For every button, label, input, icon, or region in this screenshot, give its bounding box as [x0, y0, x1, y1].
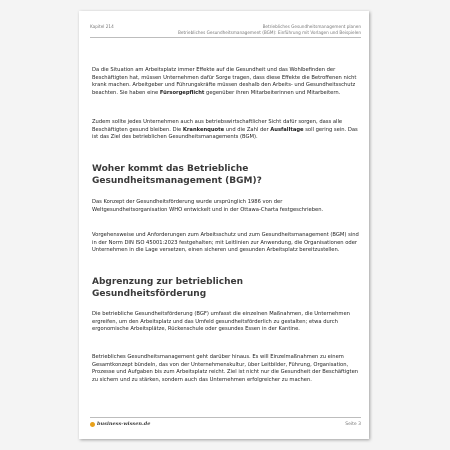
paragraph-1: Da die Situation am Arbeitsplatz immer Effekte auf die Gesundheit und das Wohlbefinden der Beschäftigten hat, müssen Unternehmen dafür Sorge tragen, dass diese Effekte die Betroffenen nicht krank machen. Arbeitgeber und Führungskräfte müssen deshalb den Arbeits- und Gesundheitsschutz beachten. Sie haben eine Fürsorgepflicht gegenüber ihren Mitarbeiterinnen und Mitarbeitern. [92, 67, 357, 96]
page-header [90, 24, 361, 46]
logo-dot-icon [90, 422, 95, 427]
paragraph-3: Das Konzept der Gesundheitsförderung wurde ursprünglich 1986 von der Weltgesundheitsorganisation WHO entwickelt und in der Ottawa-Charta festgeschrieben. [92, 199, 324, 213]
heading-distinction-bgf: Abgrenzung zur betrieblichen Gesundheitsförderung [92, 277, 243, 299]
document-page [79, 11, 369, 439]
paragraph-6: Betriebliches Gesundheitsmanagement geht darüber hinaus. Es will Einzelmaßnahmen zu einem Gesamtkonzept bündeln, das von der Unternehmenskultur, über Leitbilder, Führung, Organisation, Prozesse und Aufgaben bis zum Arbeitsplatz reicht. Ziel ist nicht nur die Gesundheit der Beschäftigten zu sichern und zu stärken, sondern auch das Unternehmen erfolgreicher zu machen. [92, 354, 359, 383]
logo [90, 421, 150, 427]
chapter-label: Kapitel 214 [90, 24, 114, 29]
header-title-line1: Betriebliches Gesundheitsmanagement planen [262, 24, 361, 29]
heading-origin-bgm: Woher kommt das Betriebliche Gesundheitsmanagement (BGM)? [92, 164, 262, 186]
paragraph-5: Die betriebliche Gesundheitsförderung (BGF) umfasst die einzelnen Maßnahmen, die Unternehmen ergreifen, um den Arbeitsplatz und das Umfeld gesundheitsförderlich zu gestalten; etwa durch ergonomische Arbeitsplätze, Rückenschule oder gesundes Essen in der Kantine. [92, 311, 350, 333]
page-number: Seite 3 [345, 422, 361, 427]
page-footer [90, 417, 361, 429]
header-title-line2: Betriebliches Gesundheitsmanagement (BGM): Einführung mit Vorlagen und Beispielen [178, 29, 361, 35]
footer-divider [90, 417, 361, 418]
paragraph-4: Vorgehensweise und Anforderungen zum Arbeitsschutz und zum Gesundheitsmanagement (BGM) sind in der Norm DIN ISO 45001:2023 festgehalten; mit Leitlinien zur Anwendung, die Organisationen oder Unternehmen in die Lage versetzen, einen sicheren und gesunden Arbeitsplatz bereitzustellen. [92, 232, 359, 254]
header-title [178, 24, 361, 35]
paragraph-2: Zudem sollte jedes Unternehmen auch aus betriebswirtschaftlicher Sicht dafür sorgen, dass alle Beschäftigten gesund bleiben. Die Krankenquote und die Zahl der Ausfalltage soll gering sein. Das ist das Ziel des betrieblichen Gesundheitsmanagements (BGM). [92, 119, 358, 141]
logo-text: business-wissen.de [97, 421, 151, 427]
header-divider [90, 37, 361, 38]
